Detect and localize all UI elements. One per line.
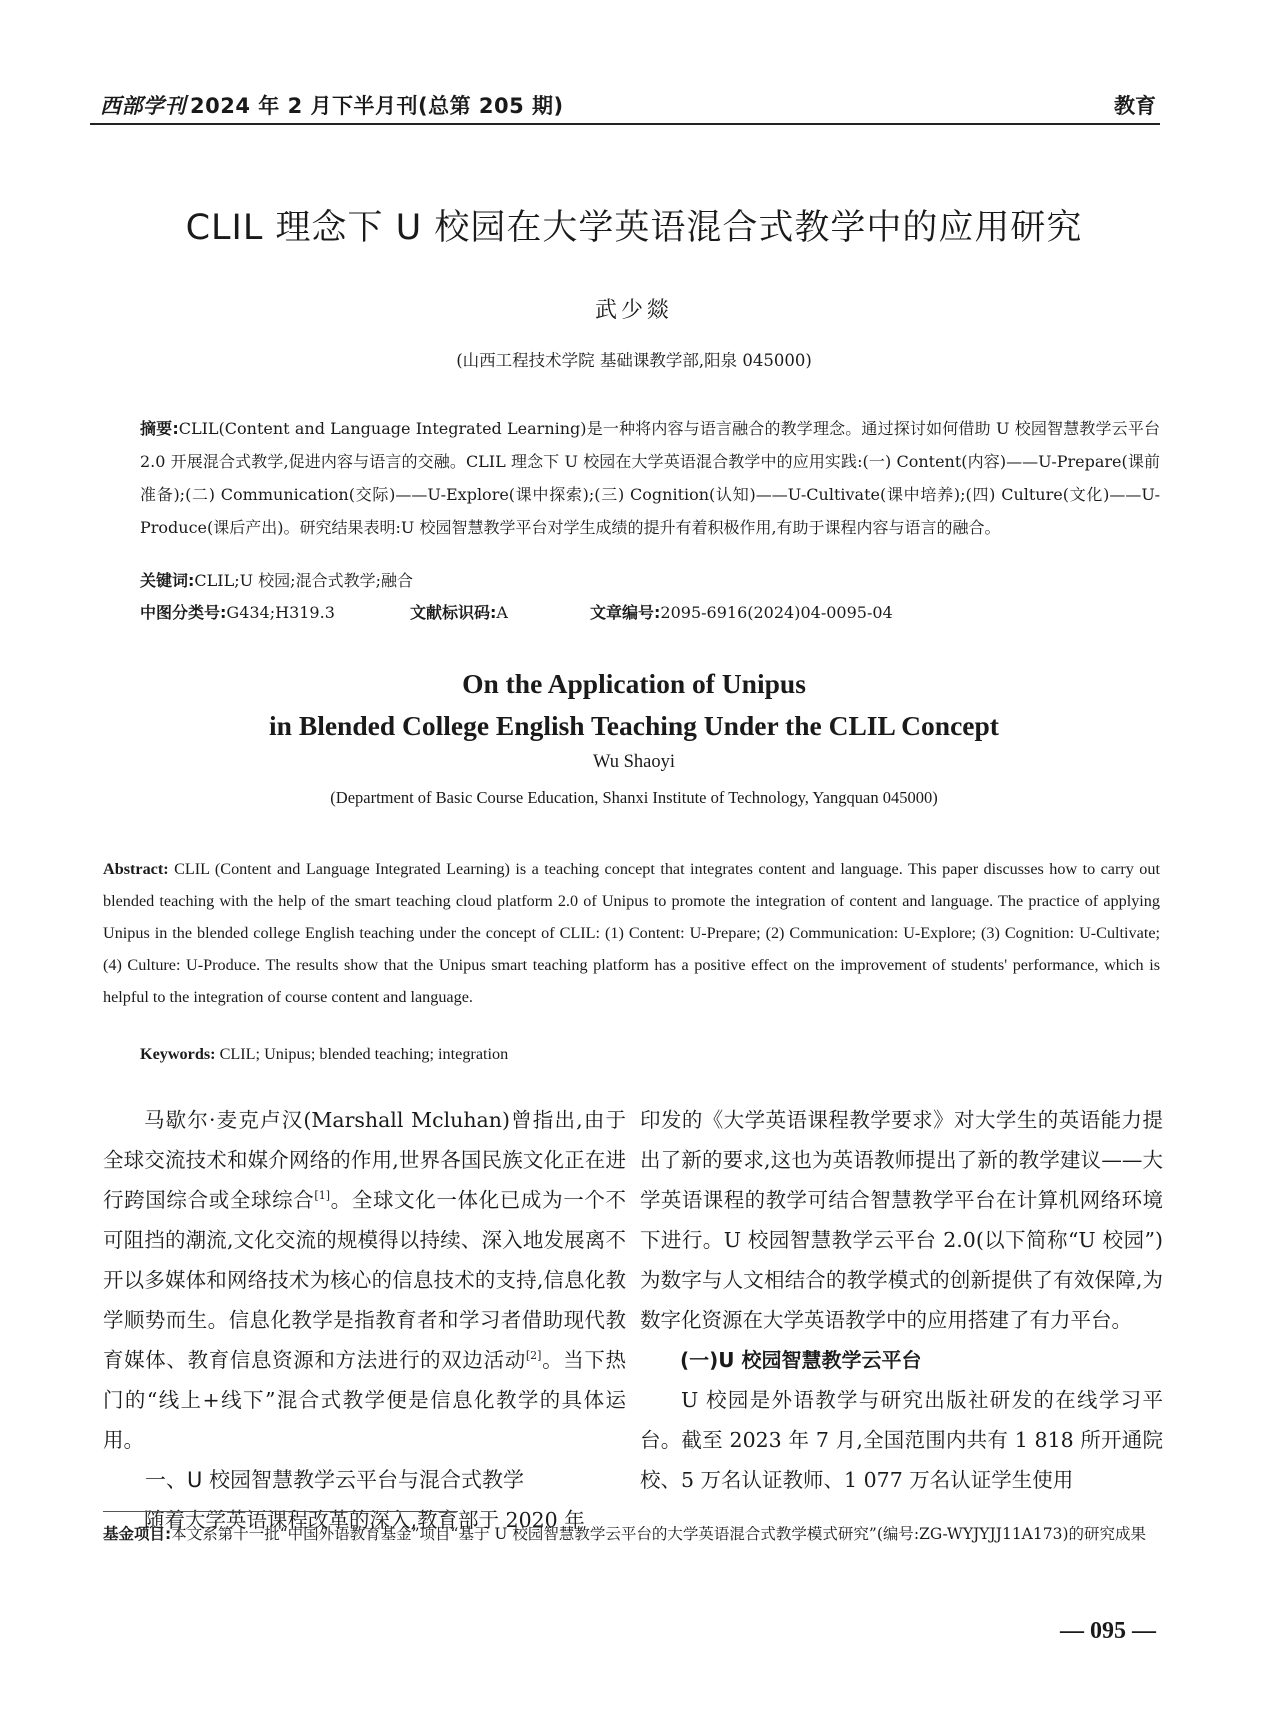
- keywords-en-text: CLIL; Unipus; blended teaching; integration: [219, 1045, 509, 1063]
- doc-code: [410, 600, 590, 623]
- citation-ref: [1]: [314, 1189, 331, 1202]
- footnote-rule: [103, 1511, 458, 1512]
- affiliation-en: (Department of Basic Course Education, Shanxi Institute of Technology, Yangquan 045000): [330, 788, 938, 807]
- abstract-cn: [140, 412, 1160, 544]
- journal-logo: 西部学刊: [100, 93, 186, 118]
- issue-info: 2024 年 2 月下半月刊(总第 205 期): [190, 94, 564, 118]
- abstract-cn-text: CLIL(Content and Language Integrated Learning)是一种将内容与语言融合的教学理念。通过探讨如何借助 U 校园智慧教学云平台 2.0 开展混合式教学,促进内容与语言的交融。CLIL 理念下 U 校园在大学英语混合教学中的应用实践:(一) Content(内容)——U-Prepare(课前准备);(二) Communication(交际)——U-Explore(课中探索);(三) Cognition(认知)——U-Cultivate(课中培养);(四) Culture(文化)——U-Produce(课后产出)。研究结果表明:U 校园智慧教学平台对学生成绩的提升有着积极作用,有助于课程内容与语言的融合。: [140, 419, 1160, 537]
- footnote: [103, 1520, 1160, 1549]
- body-paragraph-continued: 印发的《大学英语课程教学要求》对大学生的英语能力提出了新的要求,这也为英语教师提出了新的教学建议——大学英语课程的教学可结合智慧教学平台在计算机网络环境下进行。U 校园智慧教学云平台 2.0(以下简称“U 校园”)为数字与人文相结合的教学模式的创新提供了有效保障,为数字化资源在大学英语教学中的应用搭建了有力平台。: [640, 1108, 1163, 1332]
- title-en-line2: in Blended College English Teaching Under the CLIL Concept: [269, 710, 999, 741]
- body-paragraph: U 校园是外语教学与研究出版社研发的在线学习平台。截至 2023 年 7 月,全国范围内共有 1 818 所开通院校、5 万名认证教师、1 077 万名认证学生使用: [640, 1388, 1163, 1492]
- body-column-left: [103, 1100, 626, 1540]
- clc-number: [140, 600, 410, 623]
- abstract-en-label: Abstract:: [103, 860, 169, 878]
- footnote-label: 基金项目:: [103, 1525, 172, 1543]
- footnote-text: 本文系第十一批“中国外语教育基金”项目“基于 U 校园智慧教学云平台的大学英语混合式教学模式研究”(编号:ZG-WYJYJJ11A173)的研究成果: [171, 1525, 1147, 1543]
- body-paragraph: 随着大学英语课程改革的深入,教育部于 2020 年: [144, 1508, 585, 1532]
- body-column-right: [640, 1100, 1163, 1500]
- art-label: 文章编号:: [590, 603, 661, 622]
- subsection-heading: (一)U 校园智慧教学云平台: [680, 1348, 922, 1372]
- paragraph-text: 。全球文化一体化已成为一个不可阻挡的潮流,文化交流的规模得以持续、深入地发展离不开以多媒体和网络技术为核心的信息技术的支持,信息化教学顺势而生。信息化教学是指教育者和学习者借助现代教育媒体、教育信息资源和方法进行的双边活动: [103, 1188, 627, 1372]
- clc-label: 中图分类号:: [140, 603, 227, 622]
- keywords-en-label: Keywords:: [140, 1045, 216, 1063]
- clc-value: G434;H319.3: [226, 603, 335, 622]
- keywords-en: [140, 1045, 508, 1064]
- abstract-en-text: CLIL (Content and Language Integrated Learning) is a teaching concept that integrates content and language. This paper discusses how to carry out blended teaching with the help of the smart teaching cloud platform 2.0 of Unipus to promote the integration of content and language. The practice of applying Unipus in the blended college English teaching under the concept of CLIL: (1) Content: U-Prepare; (2) Communication: U-Explore; (3) Cognition: U-Cultivate; (4) Culture: U-Produce. The results show that the Unipus smart teaching platform has a positive effect on the improvement of students' performance, which is helpful to the integration of course content and language.: [103, 860, 1160, 1006]
- author-cn: 武少燚: [594, 298, 673, 323]
- author-en: Wu Shaoyi: [593, 752, 675, 772]
- section-heading: 一、U 校园智慧教学云平台与混合式教学: [145, 1468, 525, 1492]
- doc-value: A: [496, 603, 508, 622]
- citation-ref: [2]: [525, 1349, 542, 1362]
- body-paragraph: [103, 1100, 626, 1460]
- title-en-line1: On the Application of Unipus: [462, 668, 806, 699]
- page-number: — 095 —: [1060, 1618, 1156, 1644]
- running-header: [100, 90, 564, 120]
- doc-label: 文献标识码:: [410, 603, 497, 622]
- abstract-cn-label: 摘要:: [140, 419, 179, 438]
- keywords-cn: [140, 568, 413, 591]
- article-number: [590, 600, 893, 623]
- title-cn: CLIL 理念下 U 校园在大学英语混合式教学中的应用研究: [185, 208, 1083, 248]
- affiliation-cn: (山西工程技术学院 基础课教学部,阳泉 045000): [456, 351, 812, 370]
- paragraph-text: 马歇尔·麦克卢汉(Marshall Mcluhan)曾指出,由于全球交流技术和媒介网络的作用,世界各国民族文化正在进行跨国综合或全球综合: [103, 1108, 626, 1212]
- keywords-cn-label: 关键词:: [140, 571, 195, 590]
- art-value: 2095-6916(2024)04-0095-04: [660, 603, 893, 622]
- section-label: 教育: [1114, 94, 1156, 118]
- header-rule: [90, 123, 1160, 125]
- classification-row: [140, 600, 893, 623]
- paragraph-text: 。当下热门的“线上+线下”混合式教学便是信息化教学的具体运用。: [103, 1348, 627, 1452]
- abstract-en: [103, 853, 1160, 1013]
- keywords-cn-text: CLIL;U 校园;混合式教学;融合: [194, 571, 413, 590]
